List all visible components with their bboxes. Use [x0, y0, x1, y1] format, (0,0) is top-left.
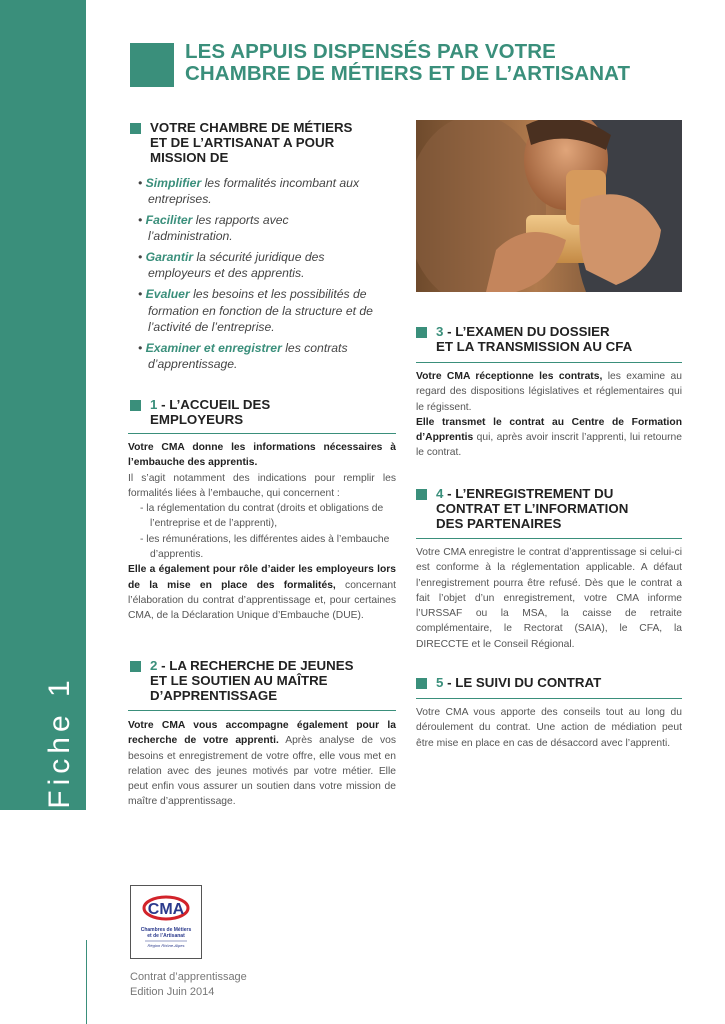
- section-number: 1: [150, 397, 158, 412]
- footer-line2: Edition Juin 2014: [130, 986, 215, 998]
- section-heading-line: D’APPRENTISSAGE: [150, 688, 278, 703]
- mission-text: la sécurité juridique des employeurs et des apprentis.: [148, 250, 325, 281]
- s1-p3-rest: concernant l’élaboration du contrat d’apprentissage et, pour certaines CMA, de la Déclaration Unique d’Embauche (DUE).: [128, 579, 397, 622]
- section-bullet-icon: [416, 327, 427, 338]
- section-4-heading: [436, 486, 628, 531]
- section-divider: [416, 362, 682, 363]
- s4-p1: Votre CMA enregistre le contrat d’apprentissage si celui-ci est conforme à la réglementation applicable. A défaut l’enregistrement pourra être refusé. Dès que le contrat a fait l’objet d’un enregistrement, votre CMA informe l’URSSAF ou la MSA, la caisse de retraite complémentaire, le Rectorat (SAIA), le CFA, la DIRECCTE et le Conseil Régional.: [416, 547, 682, 650]
- mission-heading-line3: MISSION DE: [150, 150, 229, 165]
- section-bullet-icon: [130, 123, 141, 134]
- section-number: 2: [150, 658, 158, 673]
- section-heading-line: - L’ENREGISTREMENT DU: [443, 486, 614, 501]
- mission-keyword: Examiner et enregistrer: [145, 340, 282, 355]
- mission-item: • Garantir la sécurité juridique des employeurs et des apprentis.: [138, 250, 325, 281]
- logo-letters: CMA: [147, 901, 185, 918]
- section-divider: [416, 698, 682, 699]
- mission-list: [138, 175, 373, 377]
- s1-p3-bold: Elle a également pour rôle d’aider les employeurs lors de la mise en place des formalités,: [128, 564, 396, 591]
- logo-line1: Chambres de Métiers: [140, 927, 192, 933]
- section-4-body: [416, 545, 682, 652]
- s3-p1-rest: les examine au regard des dispositions législatives et réglementaires qui le régissent.: [416, 371, 682, 413]
- section-heading-line: EMPLOYEURS: [150, 412, 244, 427]
- section-number: 4: [436, 486, 444, 501]
- title-square-icon: [130, 43, 174, 87]
- mission-heading: [150, 120, 352, 165]
- section-2-heading: [150, 658, 353, 703]
- footer: [130, 970, 247, 1000]
- mission-heading-line2: ET DE L’ARTISANAT A POUR: [150, 135, 335, 150]
- section-heading-line: - L’ACCUEIL DES: [157, 397, 271, 412]
- s1-p1: Votre CMA donne les informations nécessaires à l’embauche des apprentis.: [128, 442, 396, 469]
- s3-p2-bold: Elle transmet le contrat au Centre de Formation d’Apprentis: [416, 416, 682, 444]
- mission-text: les besoins et les possibilités de formation en fonction de la structure et de l’activité de l’entreprise.: [148, 287, 373, 334]
- mission-text: les contrats d’apprentissage.: [148, 340, 348, 371]
- section-1-heading: [150, 397, 270, 427]
- mission-keyword: Simplifier: [145, 176, 202, 190]
- mission-item: • Faciliter les rapports avec l’administration.: [138, 213, 289, 244]
- section-heading-line: - LA RECHERCHE DE JEUNES: [157, 658, 354, 673]
- section-number: 5: [436, 675, 444, 690]
- logo-region: Région Rhône-Alpes: [147, 943, 185, 948]
- mission-item: • Simplifier les formalités incombant aux entreprises.: [138, 176, 360, 207]
- s3-p1-bold: Votre CMA réceptionne les contrats,: [416, 371, 603, 382]
- craftsman-photo-illustration: [416, 120, 682, 292]
- s1-p2: Il s’agit notamment des indications pour remplir les formalités liées à l’embauche, qui concernent :: [128, 472, 396, 499]
- section-bullet-icon: [416, 678, 427, 689]
- page-title-line1: LES APPUIS DISPENSÉS PAR VOTRE: [185, 40, 556, 63]
- s5-p1: Votre CMA vous apporte des conseils tout au long du déroulement du contrat. Une action de médiation peut être mise en place en cas de désaccord avec l’apprenti.: [416, 707, 682, 749]
- section-divider: [128, 433, 396, 434]
- section-1-body: [128, 440, 396, 624]
- sidebar-band: [0, 0, 86, 810]
- cma-logo-mark: [131, 886, 201, 958]
- section-bullet-icon: [130, 400, 141, 411]
- mission-text: les formalités incombant aux entreprises.: [148, 176, 360, 207]
- section-heading-line: ET LA TRANSMISSION AU CFA: [436, 339, 633, 354]
- mission-keyword: Evaluer: [145, 287, 190, 302]
- cma-logo: [130, 885, 202, 959]
- section-heading-line: ET LE SOUTIEN AU MAÎTRE: [150, 673, 328, 688]
- mission-keyword: Faciliter: [145, 213, 193, 228]
- section-heading-line: - LE SUIVI DU CONTRAT: [443, 675, 602, 690]
- mission-text: les rapports avec l’administration.: [148, 213, 289, 244]
- s3-p2-rest: qui, après avoir inscrit l’apprenti, lui retourne le contrat.: [416, 432, 682, 459]
- s2-p1-bold: Votre CMA vous accompagne également pour la recherche de votre apprenti.: [128, 720, 396, 747]
- section-3-body: [416, 369, 682, 461]
- fiche-label: Fiche 1: [43, 675, 76, 809]
- mission-heading-line1: VOTRE CHAMBRE DE MÉTIERS: [150, 120, 353, 135]
- s1-dash-item: - la réglementation du contrat (droits et obligations de l’entreprise et de l’apprenti),: [140, 503, 384, 530]
- page-title-line2: CHAMBRE DE MÉTIERS ET DE L’ARTISANAT: [185, 62, 631, 85]
- section-5-heading: [436, 675, 601, 690]
- section-heading-line: - L’EXAMEN DU DOSSIER: [443, 324, 610, 339]
- mission-item: • Evaluer les besoins et les possibilités de formation en fonction de la structure et de l’activité de l’entreprise.: [138, 287, 373, 334]
- section-bullet-icon: [416, 489, 427, 500]
- section-2-body: [128, 718, 396, 810]
- s2-p1-rest: Après analyse de vos besoins et enregistrement de votre offre, elle vous met en relation avec des jeunes motivés par votre métier. Elle peut enfin vous assurer un soutien dans votre mission de maître d’apprentissage.: [128, 735, 396, 808]
- section-divider: [128, 710, 396, 711]
- section-bullet-icon: [130, 661, 141, 672]
- logo-line2: et de l’Artisanat: [147, 933, 185, 939]
- footer-accent-line: [86, 940, 87, 1024]
- mission-keyword: Garantir: [145, 250, 194, 265]
- craftsman-photo: [416, 120, 682, 292]
- section-3-heading: [436, 324, 632, 354]
- page-title: [185, 41, 630, 85]
- section-heading-line: DES PARTENAIRES: [436, 516, 562, 531]
- s1-dash-item: - les rémunérations, les différentes aides à l’embauche d’apprentis.: [140, 533, 390, 561]
- section-number: 3: [436, 324, 444, 339]
- section-heading-line: CONTRAT ET L’INFORMATION: [436, 501, 629, 516]
- mission-item: • Examiner et enregistrer les contrats d’apprentissage.: [138, 340, 348, 371]
- section-divider: [416, 538, 682, 539]
- section-5-body: [416, 705, 682, 751]
- footer-line1: Contrat d’apprentissage: [130, 971, 247, 983]
